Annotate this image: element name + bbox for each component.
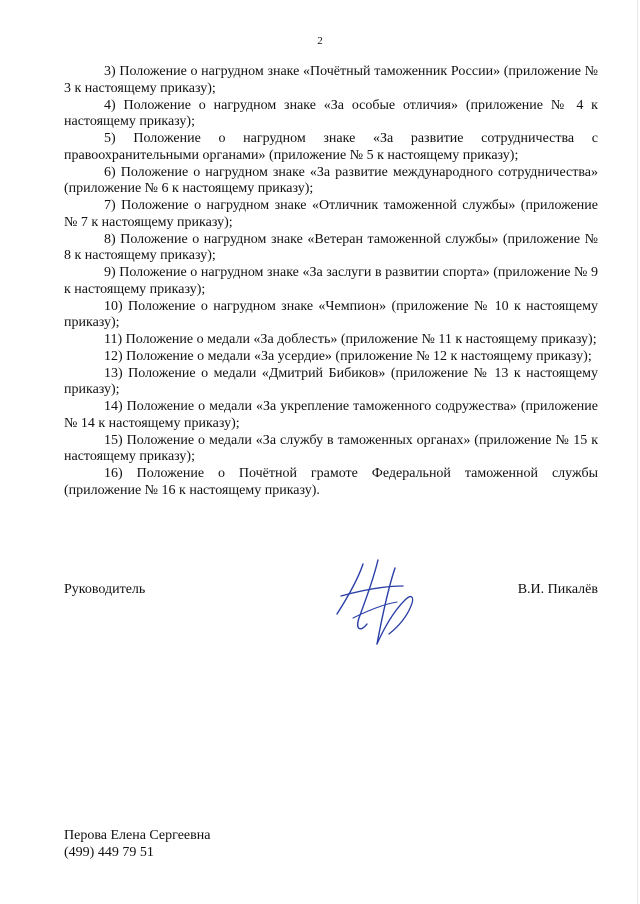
list-item: 14) Положение о медали «За укрепление таможенного содружества» (приложение № 14 к настоящему приказу); [64,399,598,431]
handwritten-signature [333,556,423,648]
list-item: 10) Положение о нагрудном знаке «Чемпион» (приложение № 10 к настоящему приказу); [64,298,598,331]
executor-contact [64,827,210,861]
list-item: 16) Положение о Почётной грамоте Федеральной таможенной службы (приложение № 16 к настоящему приказу). [64,466,598,498]
list-item: 15) Положение о медали «За службу в таможенных органах» (приложение № 15 к настоящему приказу); [64,432,598,465]
list-item: 3) Положение о нагрудном знаке «Почётный таможенник России» (приложение № 3 к настоящему приказу); [64,64,598,96]
scan-edge [637,0,638,904]
list-item: 5) Положение о нагрудном знаке «За развитие сотрудничества с правоохранительными органами» (приложение № 5 к настоящему приказу); [64,131,598,163]
list-item: 6) Положение о нагрудном знаке «За развитие международного сотрудничества» (приложение № 6 к настоящему приказу); [64,164,598,197]
regulation-list [64,64,598,500]
signer-name: В.И. Пикалёв [517,582,598,597]
list-item: 11) Положение о медали «За доблесть» (приложение № 11 к настоящему приказу); [104,332,597,347]
list-item: 7) Положение о нагрудном знаке «Отличник таможенной службы» (приложение № 7 к настоящему приказу); [64,198,598,230]
list-item: 12) Положение о медали «За усердие» (приложение № 12 к настоящему приказу); [104,348,592,364]
list-item: 4) Положение о нагрудном знаке «За особые отличия» (приложение № 4 к настоящему приказу); [64,97,598,130]
page-number: 2 [317,35,323,47]
list-item: 9) Положение о нагрудном знаке «За заслуги в развитии спорта» (приложение № 9 к настоящему приказу); [64,265,598,297]
list-item: 13) Положение о медали «Дмитрий Бибиков» (приложение № 13 к настоящему приказу); [64,365,598,398]
executor-phone: (499) 449 79 51 [64,845,154,860]
executor-name: Перова Елена Сергеевна [64,828,211,843]
list-item: 8) Положение о нагрудном знаке «Ветеран таможенной службы» (приложение № 8 к настоящему приказу); [64,231,598,264]
signer-position: Руководитель [64,582,146,597]
